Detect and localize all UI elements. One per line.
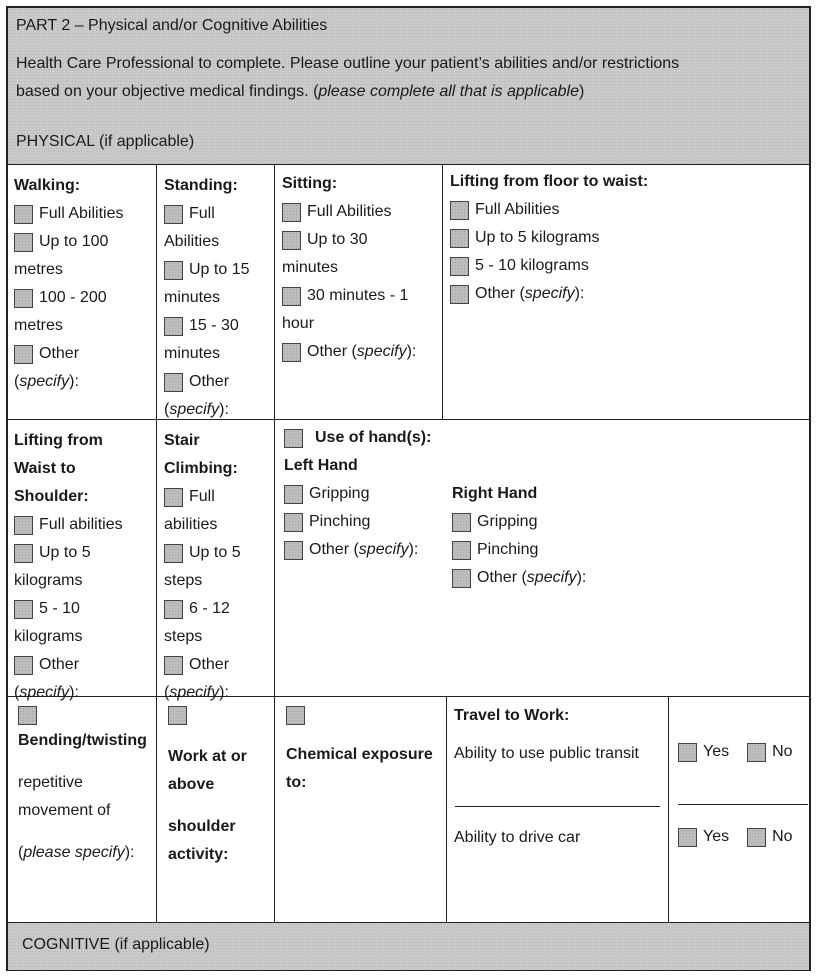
standing-full-checkbox[interactable] bbox=[164, 205, 183, 224]
option-label: (specify): bbox=[14, 373, 79, 390]
option-label: Full abilities bbox=[39, 516, 123, 533]
option-label: Full Abilities bbox=[475, 201, 560, 218]
walking-section bbox=[14, 172, 154, 396]
bending-title: Bending/twisting bbox=[18, 732, 147, 749]
cognitive-heading: COGNITIVE (if applicable) bbox=[22, 936, 210, 953]
option-label: Up to 100 bbox=[39, 233, 109, 250]
standing-other-checkbox[interactable] bbox=[164, 373, 183, 392]
public-yes-checkbox[interactable] bbox=[678, 743, 697, 762]
bending-checkbox[interactable] bbox=[18, 706, 37, 725]
option-label: (specify): bbox=[164, 401, 229, 418]
option-label: Other bbox=[189, 656, 230, 673]
physical-heading: PHYSICAL (if applicable) bbox=[16, 133, 195, 150]
bending-text: (please specify): bbox=[18, 844, 135, 861]
option-label: Other bbox=[189, 373, 230, 390]
stairs-title: Climbing: bbox=[164, 460, 238, 477]
drive-car-label: Ability to drive car bbox=[454, 829, 581, 846]
stairs-5-checkbox[interactable] bbox=[164, 544, 183, 563]
chemical-title: to: bbox=[286, 774, 307, 791]
option-label: 5 - 10 kilograms bbox=[475, 257, 589, 274]
lifting-shoulder-other-checkbox[interactable] bbox=[14, 656, 33, 675]
lifting-shoulder-full-checkbox[interactable] bbox=[14, 516, 33, 535]
no-label: No bbox=[772, 828, 793, 845]
bending-text: repetitive bbox=[18, 774, 83, 791]
option-label: Other bbox=[39, 656, 80, 673]
right-pinch-checkbox[interactable] bbox=[452, 541, 471, 560]
right-hand-title: Right Hand bbox=[452, 485, 538, 502]
standing-title: Standing: bbox=[164, 177, 238, 194]
lifting-floor-other-checkbox[interactable] bbox=[450, 285, 469, 304]
drive-yes-checkbox[interactable] bbox=[678, 828, 697, 847]
drive-no-checkbox[interactable] bbox=[747, 828, 766, 847]
yes-label: Yes bbox=[703, 828, 730, 845]
sitting-section bbox=[282, 170, 440, 366]
lifting-shoulder-5kg-checkbox[interactable] bbox=[14, 544, 33, 563]
divider bbox=[442, 164, 443, 420]
lifting-shoulder-section bbox=[14, 427, 154, 707]
stairs-other-checkbox[interactable] bbox=[164, 656, 183, 675]
option-label: Other bbox=[39, 345, 80, 362]
abilities-form bbox=[6, 6, 811, 971]
option-label: Full Abilities bbox=[39, 205, 124, 222]
option-label: 15 - 30 bbox=[189, 317, 239, 334]
lifting-floor-10kg-checkbox[interactable] bbox=[450, 257, 469, 276]
sitting-30-checkbox[interactable] bbox=[282, 231, 301, 250]
divider bbox=[446, 696, 447, 922]
bending-text: movement of bbox=[18, 802, 111, 819]
bending-section bbox=[18, 706, 154, 867]
standing-section bbox=[164, 172, 272, 424]
right-hand-section bbox=[452, 480, 652, 592]
lifting-shoulder-title: Waist to bbox=[14, 460, 76, 477]
option-label: metres bbox=[14, 317, 63, 334]
option-label: steps bbox=[164, 572, 203, 589]
yes-label: Yes bbox=[703, 743, 730, 760]
lifting-floor-title: Lifting from floor to waist: bbox=[450, 173, 649, 190]
option-label: 100 - 200 bbox=[39, 289, 107, 306]
option-label: Other (specify): bbox=[475, 285, 585, 302]
option-label: Other (specify): bbox=[307, 343, 417, 360]
right-grip-checkbox[interactable] bbox=[452, 513, 471, 532]
lifting-shoulder-title: Lifting from bbox=[14, 432, 103, 449]
walking-200-checkbox[interactable] bbox=[14, 289, 33, 308]
work-above-title: above bbox=[168, 776, 215, 793]
option-label: hour bbox=[282, 315, 315, 332]
option-label: Up to 30 bbox=[307, 231, 368, 248]
work-above-checkbox[interactable] bbox=[168, 706, 187, 725]
work-above-title: activity: bbox=[168, 846, 229, 863]
divider bbox=[156, 164, 157, 922]
public-transit-label: Ability to use public transit bbox=[454, 745, 639, 762]
work-above-title: shoulder bbox=[168, 818, 236, 835]
lifting-floor-section bbox=[450, 168, 805, 308]
option-label: Abilities bbox=[164, 233, 220, 250]
chemical-title: Chemical exposure bbox=[286, 746, 433, 763]
sitting-other-checkbox[interactable] bbox=[282, 343, 301, 362]
left-hand-title: Left Hand bbox=[284, 457, 358, 474]
sitting-1hour-checkbox[interactable] bbox=[282, 287, 301, 306]
option-label: Full bbox=[189, 488, 215, 505]
intro-line-2: based on your objective medical findings. (please complete all that is applicable) bbox=[16, 83, 585, 100]
part-header bbox=[8, 8, 809, 121]
lifting-floor-5kg-checkbox[interactable] bbox=[450, 229, 469, 248]
walking-full-checkbox[interactable] bbox=[14, 205, 33, 224]
lifting-shoulder-title: Shoulder: bbox=[14, 488, 89, 505]
sitting-full-checkbox[interactable] bbox=[282, 203, 301, 222]
left-pinch-checkbox[interactable] bbox=[284, 513, 303, 532]
option-label: Up to 5 kilograms bbox=[475, 229, 600, 246]
public-transit-choice bbox=[678, 738, 808, 766]
hands-title: Use of hand(s): bbox=[315, 429, 432, 446]
right-other-checkbox[interactable] bbox=[452, 569, 471, 588]
left-hand-section bbox=[284, 452, 444, 564]
option-label: Pinching bbox=[309, 513, 371, 530]
option-label: Up to 15 bbox=[189, 261, 250, 278]
stairs-full-checkbox[interactable] bbox=[164, 488, 183, 507]
public-no-checkbox[interactable] bbox=[747, 743, 766, 762]
option-label: Other (specify): bbox=[309, 541, 419, 558]
cognitive-heading-bar bbox=[8, 922, 809, 970]
part-title: PART 2 – Physical and/or Cognitive Abilities bbox=[16, 17, 328, 34]
option-label: Full Abilities bbox=[307, 203, 392, 220]
work-above-title: Work at or bbox=[168, 748, 247, 765]
chemical-checkbox[interactable] bbox=[286, 706, 305, 725]
option-label: minutes bbox=[164, 289, 221, 306]
walking-100-checkbox[interactable] bbox=[14, 233, 33, 252]
divider bbox=[668, 696, 669, 922]
option-label: Pinching bbox=[477, 541, 539, 558]
option-label: 6 - 12 bbox=[189, 600, 230, 617]
left-grip-checkbox[interactable] bbox=[284, 485, 303, 504]
option-label: 5 - 10 bbox=[39, 600, 80, 617]
work-above-section bbox=[168, 706, 272, 869]
option-label: Full bbox=[189, 205, 215, 222]
sitting-title: Sitting: bbox=[282, 175, 338, 192]
option-label: Other (specify): bbox=[477, 569, 587, 586]
option-label: 30 minutes - 1 bbox=[307, 287, 409, 304]
option-label: kilograms bbox=[14, 628, 83, 645]
travel-section bbox=[454, 702, 664, 852]
physical-heading-bar bbox=[8, 120, 809, 165]
use-of-hands-checkbox[interactable] bbox=[284, 429, 303, 448]
lifting-floor-full-checkbox[interactable] bbox=[450, 201, 469, 220]
left-other-checkbox[interactable] bbox=[284, 541, 303, 560]
option-label: Gripping bbox=[309, 485, 370, 502]
option-label: Gripping bbox=[477, 513, 538, 530]
stairs-section bbox=[164, 427, 272, 707]
walking-title: Walking: bbox=[14, 177, 81, 194]
option-label: Up to 5 bbox=[189, 544, 241, 561]
option-label: metres bbox=[14, 261, 63, 278]
walking-other-checkbox[interactable] bbox=[14, 345, 33, 364]
intro-line-1: Health Care Professional to complete. Please outline your patient’s abilities and/or restrictions bbox=[16, 55, 680, 72]
divider bbox=[8, 419, 809, 420]
drive-car-choice bbox=[678, 823, 808, 851]
travel-title: Travel to Work: bbox=[454, 707, 570, 724]
hands-section bbox=[284, 424, 804, 452]
stairs-title: Stair bbox=[164, 432, 200, 449]
chemical-section bbox=[286, 706, 442, 797]
option-label: Up to 5 bbox=[39, 544, 91, 561]
no-label: No bbox=[772, 743, 793, 760]
divider bbox=[678, 804, 808, 805]
standing-30-checkbox[interactable] bbox=[164, 317, 183, 336]
standing-15-checkbox[interactable] bbox=[164, 261, 183, 280]
option-label: (specify): bbox=[14, 684, 79, 701]
option-label: kilograms bbox=[14, 572, 83, 589]
option-label: steps bbox=[164, 628, 203, 645]
divider bbox=[274, 164, 275, 922]
option-label: abilities bbox=[164, 516, 218, 533]
option-label: minutes bbox=[282, 259, 339, 276]
option-label: (specify): bbox=[164, 684, 229, 701]
stairs-12-checkbox[interactable] bbox=[164, 600, 183, 619]
lifting-shoulder-10kg-checkbox[interactable] bbox=[14, 600, 33, 619]
option-label: minutes bbox=[164, 345, 221, 362]
